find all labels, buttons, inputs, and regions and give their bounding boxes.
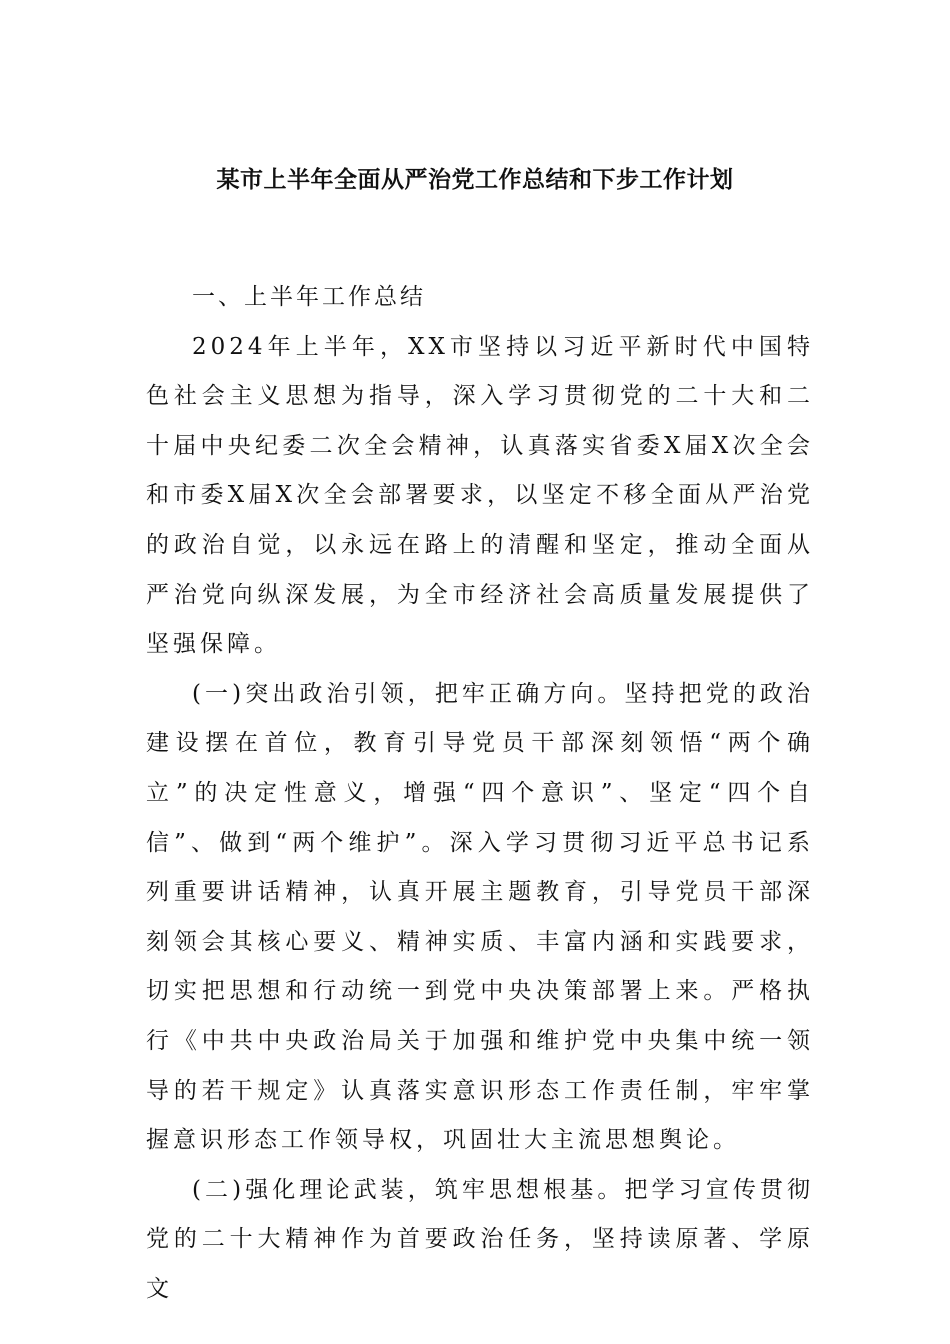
document-title: 某市上半年全面从严治党工作总结和下步工作计划: [216, 166, 734, 193]
section-heading: 一、上半年工作总结: [192, 284, 426, 310]
paragraph-theory-arming: (二)强化理论武装，筑牢思想根基。把学习宣传贯彻党的二十大精神作为首要政治任务，坚持读原著、学原文: [146, 1176, 814, 1302]
document-body: [146, 273, 814, 1314]
paragraph-political-guidance: (一)突出政治引领，把牢正确方向。坚持把党的政治建设摆在首位，教育引导党员干部深刻领悟“两个确立”的决定性意义，增强“四个意识”、坚定“四个自信”、做到“两个维护”。深入学习贯彻习近平总书记系列重要讲话精神，认真开展主题教育，引导党员干部深刻领会其核心要义、精神实质、丰富内涵和实践要求，切实把思想和行动统一到党中央决策部署上来。严格执行《中共中央政治局关于加强和维护党中央集中统一领导的若干规定》认真落实意识形态工作责任制，牢牢掌握意识形态工作领导权，巩固壮大主流思想舆论。: [146, 680, 814, 1154]
paragraph-summary: 2024年上半年，XX市坚持以习近平新时代中国特色社会主义思想为指导，深入学习贯彻党的二十大和二十届中央纪委二次全会精神，认真落实省委X届X次全会和市委X届X次全会部署要求，以坚定不移全面从严治党的政治自觉，以永远在路上的清醒和坚定，推动全面从严治党向纵深发展，为全市经济社会高质量发展提供了坚强保障。: [146, 333, 814, 658]
